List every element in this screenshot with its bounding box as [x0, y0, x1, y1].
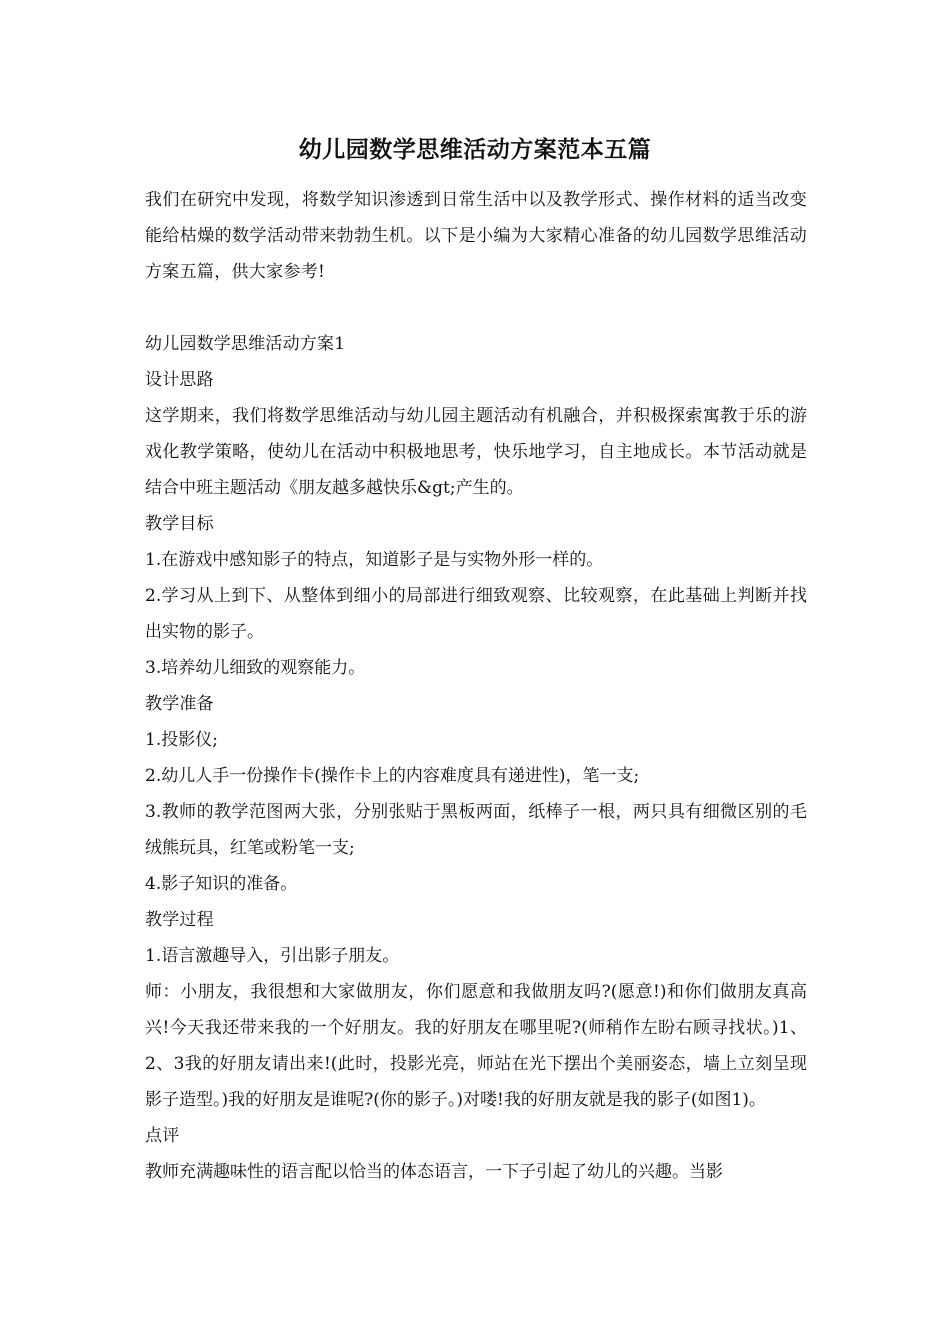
goal-item-1: 1.在游戏中感知影子的特点，知道影子是与实物外形一样的。 — [145, 550, 604, 570]
document-title: 幼儿园数学思维活动方案范本五篇 — [298, 136, 652, 163]
section-heading: 幼儿园数学思维活动方案1 — [145, 334, 346, 354]
document-body — [145, 182, 807, 1190]
subheading-teaching-prep: 教学准备 — [145, 694, 214, 714]
prep-item-4: 4.影子知识的准备。 — [145, 874, 298, 894]
subheading-teaching-process: 教学过程 — [145, 910, 214, 930]
prep-item-1: 1.投影仪; — [145, 730, 218, 750]
goal-item-2: 2.学习从上到下、从整体到细小的局部进行细致观察、比较观察，在此基础上判断并找出实物的影子。 — [145, 586, 807, 642]
paragraph-gap — [145, 290, 807, 326]
subheading-design-idea: 设计思路 — [145, 370, 214, 390]
comment-paragraph: 教师充满趣味性的语言配以恰当的体态语言，一下子引起了幼儿的兴趣。当影 — [145, 1162, 723, 1182]
goal-item-3: 3.培养幼儿细致的观察能力。 — [145, 658, 366, 678]
process-item-1: 1.语言激趣导入，引出影子朋友。 — [145, 946, 400, 966]
paragraph-design-idea: 这学期来，我们将数学思维活动与幼儿园主题活动有机融合，并积极探索寓教于乐的游戏化教学策略，使幼儿在活动中积极地思考，快乐地学习，自主地成长。本节活动就是结合中班主题活动《朋友越多越快乐&gt;产生的。 — [145, 406, 807, 498]
process-dialogue-paragraph: 师：小朋友，我很想和大家做朋友，你们愿意和我做朋友吗?(愿意!)和你们做朋友真高兴!今天我还带来我的一个好朋友。我的好朋友在哪里呢?(师稍作左盼右顾寻找状。)1、2、3我的好朋友请出来!(此时，投影光亮，师站在光下摆出个美丽姿态，墙上立刻呈现影子造型。)我的好朋友是谁呢?(你的影子。)对喽!我的好朋友就是我的影子(如图1)。 — [145, 982, 807, 1110]
prep-item-3: 3.教师的教学范图两大张，分别张贴于黑板两面，纸棒子一根，两只具有细微区别的毛绒熊玩具，红笔或粉笔一支; — [145, 802, 807, 858]
subheading-comment: 点评 — [145, 1126, 180, 1146]
prep-item-2: 2.幼儿人手一份操作卡(操作卡上的内容难度具有递进性)，笔一支; — [145, 766, 640, 786]
intro-paragraph: 我们在研究中发现，将数学知识渗透到日常生活中以及教学形式、操作材料的适当改变能给枯燥的数学活动带来勃勃生机。以下是小编为大家精心准备的幼儿园数学思维活动方案五篇，供大家参考! — [145, 190, 807, 282]
subheading-teaching-goals: 教学目标 — [145, 514, 214, 534]
